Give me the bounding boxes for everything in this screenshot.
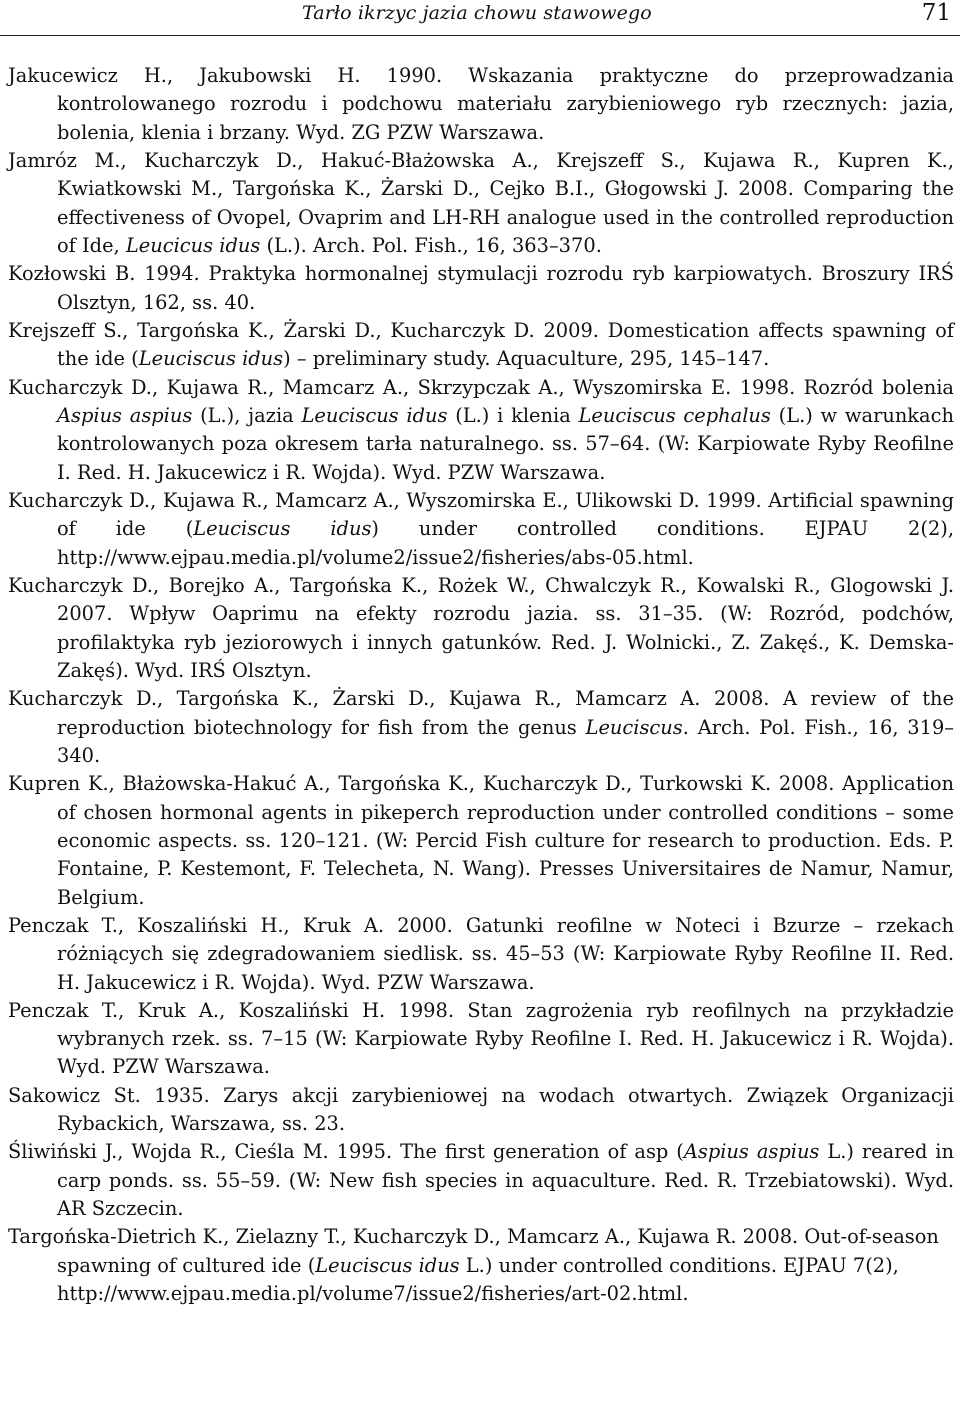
reference-entry [8, 770, 954, 912]
reference-entry [8, 317, 954, 374]
reference-text: Sakowicz St. 1935. Zarys akcji zarybieniowej na wodach otwartych. Związek Organizacji Rybackich, Warszawa, ss. 23. [8, 1083, 954, 1136]
reference-text: Krejszeff S., Targońska K., Żarski D., Kucharczyk D. 2009. Domestication affects spawning of the ide ( [8, 318, 954, 371]
reference-text: (L.). Arch. Pol. Fish., 16, 363–370. [260, 233, 602, 257]
reference-text: Penczak T., Koszaliński H., Kruk A. 2000. Gatunki reofilne w Noteci i Bzurze – rzekach różniących się zdegradowaniem siedlisk. ss. 45–53 (W: Karpiowate Ryby Reofilne II. Red. H. Jakucewicz i R. Wojda). Wyd. PZW Warszawa. [8, 913, 954, 994]
reference-text: L.) under controlled conditions. EJPAU 7(2), http://www.ejpau.media.pl/volume7/issue2/fisheries/art-02.html. [57, 1253, 899, 1306]
reference-text: Penczak T., Kruk A., Koszaliński H. 1998. Stan zagrożenia ryb reofilnych na przykładzie wybranych rzek. ss. 7–15 (W: Karpiowate Ryby Reofilne I. Red. H. Jakucewicz i R. Wojda). Wyd. PZW Warszawa. [8, 998, 954, 1079]
reference-text: (L.) w warunkach kontrolowanych poza okresem tarła naturalnego. ss. 57–64. (W: Karpiowate Ryby Reofilne I. Red. H. Jakucewicz i R. Wojda). Wyd. PZW Warszawa. [57, 403, 954, 484]
page-number: 71 [921, 0, 951, 26]
species-name: Leuciscus idus [138, 347, 284, 371]
species-name: Leuciscus idus [315, 1253, 460, 1277]
reference-text: . Arch. Pol. Fish., 16, 319–340. [57, 715, 954, 767]
species-name: Leuciscus idus [193, 517, 372, 541]
reference-text: Kucharczyk D., Kujawa R., Mamcarz A., Skrzypczak A., Wyszomirska E. 1998. Rozród bolenia [8, 375, 954, 399]
reference-entry [8, 997, 954, 1082]
reference-text: Kucharczyk D., Kujawa R., Mamcarz A., Wyszomirska E., Ulikowski D. 1999. Artificial spawning of ide ( [8, 488, 954, 541]
reference-text: Kucharczyk D., Targońska K., Żarski D., Kujawa R., Mamcarz A. 2008. A review of the reproduction biotechnology for fish from the genus [8, 687, 954, 739]
species-name: Leuciscus idus [301, 403, 448, 427]
reference-text: Jakucewicz H., Jakubowski H. 1990. Wskazania praktyczne do przeprowadzania kontrolowanego rozrodu i podchowu materiału zarybieniowego ryb rzecznych: jazia, bolenia, klenia i brzany. Wyd. ZG PZW Warszawa. [8, 64, 954, 144]
reference-entry [8, 685, 954, 770]
reference-entry [8, 572, 954, 685]
species-name: Leuciscus cephalus [578, 403, 771, 427]
reference-entry [8, 912, 954, 997]
species-name: Aspius aspius [683, 1140, 820, 1164]
reference-text: Targońska-Dietrich K., Zielazny T., Kucharczyk D., Mamcarz A., Kujawa R. 2008. Out-of-season spawning of cultured ide ( [8, 1225, 939, 1277]
reference-text: ) – preliminary study. Aquaculture, 295, 145–147. [283, 347, 770, 371]
reference-text: L.) reared in carp ponds. ss. 55–59. (W: New fish species in aquaculture. Red. R. Trzebiatowski). Wyd. AR Szczecin. [57, 1140, 954, 1221]
reference-text: Kozłowski B. 1994. Praktyka hormonalnej stymulacji rozrodu ryb karpiowatych. Broszury IRŚ Olsztyn, 162, ss. 40. [8, 262, 954, 314]
reference-text: ) under controlled conditions. EJPAU 2(2), http://www.ejpau.media.pl/volume2/issue2/fisheries/abs-05.html. [57, 517, 955, 569]
reference-entry [8, 147, 954, 260]
reference-entry [8, 487, 954, 572]
running-header [0, 0, 960, 40]
running-title: Tarło ikrzyc jazia chowu stawowego [302, 2, 652, 24]
reference-entry [8, 374, 954, 487]
reference-list [8, 62, 954, 1308]
reference-text: (L.), jazia [192, 403, 302, 427]
reference-entry [8, 62, 954, 147]
reference-entry [8, 1223, 954, 1308]
header-rule [0, 35, 960, 36]
reference-text: Śliwiński J., Wojda R., Cieśla M. 1995. The first generation of asp ( [8, 1140, 684, 1164]
reference-text: Jamróz M., Kucharczyk D., Hakuć-Błażowska A., Krejszeff S., Kujawa R., Kupren K., Kwiatkowski M., Targońska K., Żarski D., Cejko B.I., Głogowski J. 2008. Comparing the effectiveness of Ovopel, Ovaprim and LH-RH analogue used in the controlled reproduction of Ide, [8, 148, 954, 257]
reference-entry [8, 1082, 954, 1139]
reference-entry [8, 1138, 954, 1223]
species-name: Aspius aspius [57, 403, 193, 427]
reference-text: Kupren K., Błażowska-Hakuć A., Targońska K., Kucharczyk D., Turkowski K. 2008. Application of chosen hormonal agents in pikeperch reproduction under controlled conditions – some economic aspects. ss. 120–121. (W: Percid Fish culture for research to production. Eds. P. Fontaine, P. Kestemont, F. Telecheta, N. Wang). Presses Universitaires de Namur, Namur, Belgium. [8, 772, 954, 909]
reference-text: (L.) i klenia [447, 403, 579, 427]
reference-text: Kucharczyk D., Borejko A., Targońska K., Rożek W., Chwalczyk R., Kowalski R., Glogowski J. 2007. Wpływ Oaprimu na efekty rozrodu jazia. ss. 31–35. (W: Rozród, podchów, profilaktyka ryb jeziorowych i innych gatunków. Red. J. Wolnicki., Z. Zakęś., K. Demska-Zakęś). Wyd. IRŚ Olsztyn. [8, 573, 954, 682]
species-name: Leuciscus [585, 715, 683, 739]
species-name: Leucicus idus [125, 233, 261, 257]
reference-entry [8, 260, 954, 317]
